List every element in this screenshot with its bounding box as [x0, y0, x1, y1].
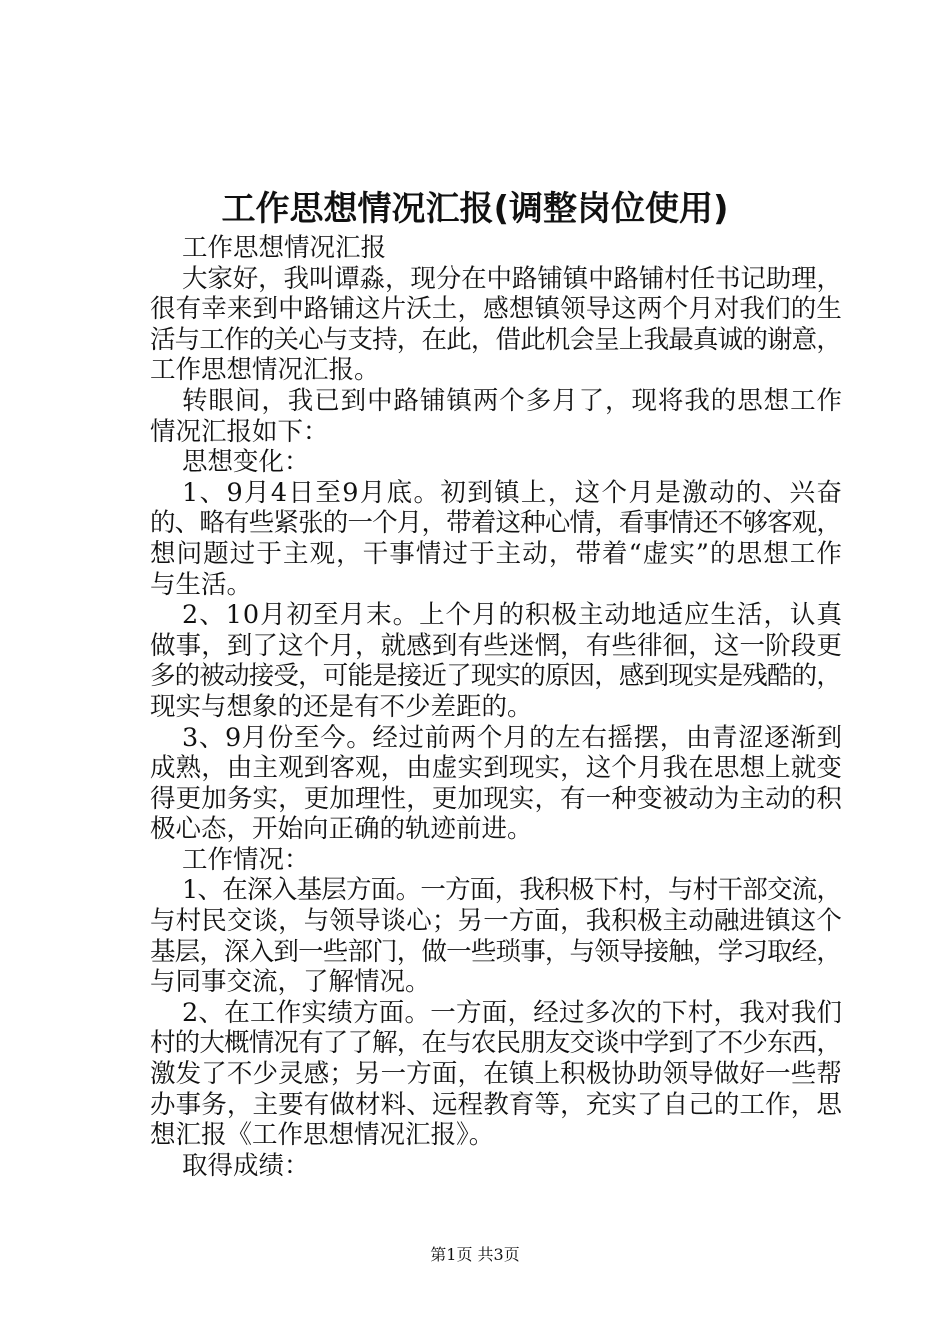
paragraph-line [150, 784, 842, 815]
paragraph-line-text: 很有幸来到中路铺这片沃土，感想镇领导这两个月对我们的生 [150, 294, 843, 325]
paragraph-line [150, 845, 842, 876]
paragraph-line-text: 想问题过于主观，干事情过于主动，带着“虚实”的思想工作 [150, 538, 844, 569]
paragraph-line-text: 办事务，主要有做材料、远程教育等，充实了自己的工作，思 [150, 1089, 843, 1120]
page-footer: 第1页 共3页 [430, 1245, 520, 1264]
paragraph-line-text: 工作思想情况汇报 [182, 233, 387, 263]
paragraph-line-text: 与生活。 [150, 569, 253, 600]
paragraph-line-text: 多的被动接受，可能是接近了现实的原因，感到现实是残酷的， [150, 661, 842, 692]
paragraph-line [150, 814, 842, 845]
paragraph-line [150, 753, 842, 784]
paragraph-line-text: 得更加务实，更加理性，更加现实，有一种变被动为主动的积 [150, 783, 843, 814]
paragraph-line-text: 的、略有些紧张的一个月，带着这种心情，看事情还不够客观， [150, 508, 842, 539]
paragraph-line-text: 与村民交谈，与领导谈心；另一方面，我积极主动融进镇这个 [150, 906, 843, 937]
paragraph-line [150, 875, 842, 906]
paragraph-line [150, 264, 842, 295]
paragraph-line-text: 3、9月份至今。经过前两个月的左右摇摆，由青涩逐渐到 [182, 722, 843, 753]
paragraph-line-text: 1、9月4日至9月底。初到镇上，这个月是激动的、兴奋 [182, 477, 844, 508]
paragraph-line-text: 取得成绩： [182, 1150, 310, 1181]
paragraph-line [150, 1028, 842, 1059]
paragraph-line [150, 692, 842, 723]
paragraph-line-text: 做事，到了这个月，就感到有些迷惘，有些徘徊，这一阶段更 [150, 630, 843, 661]
paragraph-line-text: 2、在工作实绩方面。一方面，经过多次的下村，我对我们 [182, 997, 843, 1028]
paragraph-line [150, 508, 842, 539]
paragraph-line [150, 661, 842, 692]
paragraph-line-text: 基层，深入到一些部门，做一些琐事，与领导接触，学习取经， [150, 936, 842, 967]
paragraph-line [150, 294, 842, 325]
paragraph-line-text: 工作情况： [182, 844, 310, 875]
paragraph-line [150, 631, 842, 662]
paragraph-line-text: 思想变化： [182, 447, 310, 478]
paragraph-line-text: 激发了不少灵感；另一方面，在镇上积极协助领导做好一些帮 [150, 1059, 843, 1090]
paragraph-line [150, 325, 842, 356]
paragraph-line-text: 情况汇报如下： [150, 416, 329, 447]
paragraph-line [150, 967, 842, 998]
paragraph-line-text: 1、在深入基层方面。一方面，我积极下村，与村干部交流， [182, 875, 842, 906]
paragraph-line-text: 转眼间，我已到中路铺镇两个多月了，现将我的思想工作 [182, 385, 844, 416]
paragraph-line [150, 233, 842, 264]
paragraph-line [150, 600, 842, 631]
paragraph-line [150, 355, 842, 386]
paragraph-line [150, 447, 842, 478]
paragraph-line [150, 570, 842, 601]
paragraph-line-text: 村的大概情况有了了解，在与农民朋友交谈中学到了不少东西， [150, 1028, 842, 1059]
document-title: 工作思想情况汇报(调整岗位使用) [221, 189, 729, 229]
paragraph-line [150, 1120, 842, 1151]
paragraph-line-text: 现实与想象的还是有不少差距的。 [150, 691, 533, 722]
paragraph-line [150, 937, 842, 968]
paragraph-line-text: 工作思想情况汇报。 [150, 355, 380, 386]
paragraph-line [150, 1151, 842, 1182]
paragraph-line [150, 1059, 842, 1090]
paragraph-line-text: 2、10月初至月末。上个月的积极主动地适应生活，认真 [182, 600, 843, 631]
paragraph-line [150, 417, 842, 448]
paragraph-line-text: 想汇报《工作思想情况汇报》。 [150, 1120, 495, 1151]
paragraph-line-text: 极心态，开始向正确的轨迹前进。 [150, 814, 533, 845]
document-body [150, 233, 842, 1181]
paragraph-line [150, 1090, 842, 1121]
paragraph-line-text: 与同事交流，了解情况。 [150, 967, 431, 998]
paragraph-line-text: 活与工作的关心与支持，在此，借此机会呈上我最真诚的谢意， [150, 324, 842, 355]
paragraph-line [150, 386, 842, 417]
paragraph-line [150, 539, 842, 570]
paragraph-line [150, 998, 842, 1029]
paragraph-line-text: 大家好，我叫谭淼，现分在中路铺镇中路铺村任书记助理， [182, 263, 842, 294]
paragraph-line [150, 906, 842, 937]
paragraph-line-text: 成熟，由主观到客观，由虚实到现实，这个月我在思想上就变 [150, 753, 843, 784]
paragraph-line [150, 478, 842, 509]
paragraph-line [150, 723, 842, 754]
